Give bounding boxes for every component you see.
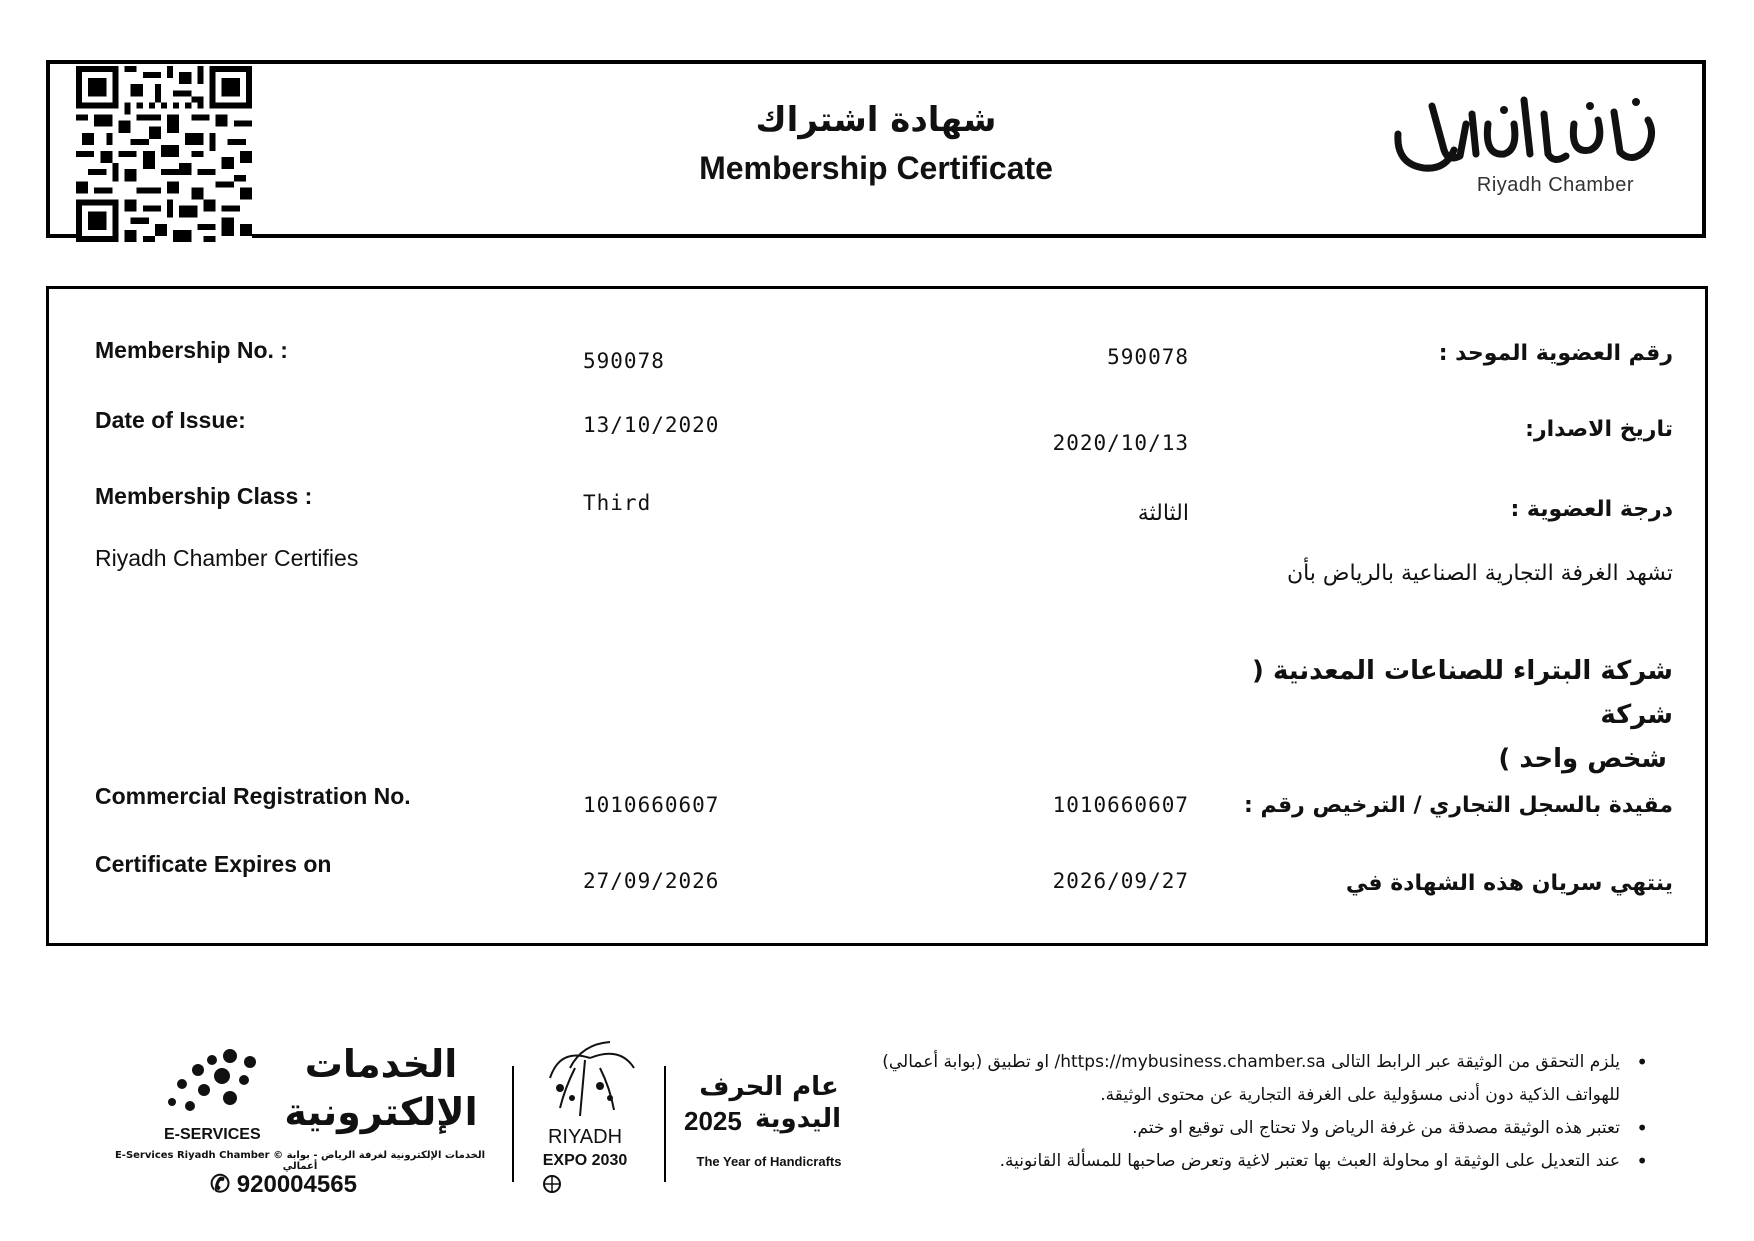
note-item: • عند التعديل على الوثيقة او محاولة العبث بها تعتبر لاغية وتعرض صاحبها للمسألة القانونية. [802, 1145, 1620, 1178]
footer-divider [512, 1066, 514, 1182]
membership-class-label-ar: درجة العضوية : [1510, 497, 1673, 522]
certifies-label-ar: تشهد الغرفة التجارية الصناعية بالرياض بأن [1286, 561, 1673, 586]
membership-class-label: Membership Class : [95, 483, 313, 509]
certificate-body [46, 286, 1708, 946]
expiry-label: Certificate Expires on [95, 851, 332, 877]
date-of-issue-value: 13/10/2020 [583, 413, 720, 437]
phone-number: 920004565 [236, 1171, 357, 1198]
riyadh-chamber-logo [1384, 84, 1674, 224]
e-services-title-ar-1: الخدمات [304, 1042, 458, 1086]
riyadh-chamber-logo-text: Riyadh Chamber [1476, 174, 1634, 196]
expiry-value-ar: 2026/09/27 [1052, 869, 1189, 893]
palm-tree-icon [530, 1038, 640, 1120]
certificate-header [46, 60, 1706, 238]
commercial-registration-value-ar: 1010660607 [1052, 793, 1189, 817]
verification-notes [802, 1046, 1642, 1178]
handicraft-title-ar-1: عام الحرف [699, 1072, 839, 1102]
commercial-registration-label: Commercial Registration No. [95, 783, 411, 809]
certificate-title-ar: شهادة اشتراك [755, 100, 997, 140]
membership-no-value-ar: 590078 [1107, 345, 1189, 369]
e-services-title-ar-2: الإلكترونية [284, 1090, 478, 1134]
date-of-issue-label: Date of Issue: [95, 407, 246, 433]
footer-divider [664, 1066, 666, 1182]
expiry-label-ar: ينتهي سريان هذه الشهادة في [1345, 871, 1673, 896]
e-services-label: E-SERVICES [164, 1126, 261, 1143]
e-services-caption: E-Services Riyadh Chamber © الخدمات الإلكترونية لغرفة الرياض - بوابة أعمالي [114, 1150, 486, 1172]
phone-icon: ✆ [210, 1171, 231, 1198]
expo-2030-label: EXPO 2030 [542, 1152, 628, 1169]
hotline [210, 1170, 357, 1199]
note-item: • يلزم التحقق من الوثيقة عبر الرابط التالى https://mybusiness.chamber.sa/ او تطبيق (بوابة أعمالي) [802, 1046, 1620, 1079]
expo-riyadh-label: RIYADH [547, 1126, 623, 1148]
commercial-registration-value: 1010660607 [583, 793, 720, 817]
handicraft-title-en: The Year of Handicrafts [696, 1154, 842, 1169]
date-of-issue-value-ar: 2020/10/13 [1052, 431, 1189, 455]
certifies-label: Riyadh Chamber Certifies [95, 545, 359, 571]
membership-no-label: Membership No. : [95, 337, 288, 363]
membership-no-value: 590078 [583, 349, 665, 373]
handicraft-title-ar-2: اليدوية [755, 1104, 841, 1134]
certificate-title-en: Membership Certificate [699, 150, 1053, 186]
riyadh-expo-2030-logo [522, 1038, 648, 1196]
note-item: • تعتبر هذه الوثيقة مصدقة من غرفة الرياض ولا تحتاج الى توقيع او ختم. [802, 1112, 1620, 1145]
membership-no-label-ar: رقم العضوية الموحد : [1438, 341, 1673, 366]
commercial-registration-label-ar: مقيدة بالسجل التجاري / الترخيص رقم : [1244, 793, 1673, 818]
expiry-value: 27/09/2026 [583, 869, 720, 893]
note-item: للهواتف الذكية دون أدنى مسؤولية على الغرفة التجارية عن محتوى الوثيقة. [1100, 1085, 1620, 1105]
world-expo-icon [542, 1174, 562, 1194]
e-services-dots-icon [160, 1046, 270, 1126]
membership-class-value-ar: الثالثة [1137, 501, 1189, 526]
company-name [1213, 649, 1673, 781]
membership-class-value: Third [583, 491, 652, 515]
certificate-footer [0, 1020, 1754, 1220]
company-name-line-2: شخص واحد ) [1498, 744, 1667, 774]
date-of-issue-label-ar: تاريخ الاصدار: [1525, 417, 1673, 442]
company-name-line-1: شركة البتراء للصناعات المعدنية ( شركة [1252, 656, 1673, 730]
e-services-logo [100, 1034, 500, 1154]
handicraft-year: 2025 [684, 1106, 742, 1136]
year-of-handicrafts-logo [684, 1072, 854, 1192]
